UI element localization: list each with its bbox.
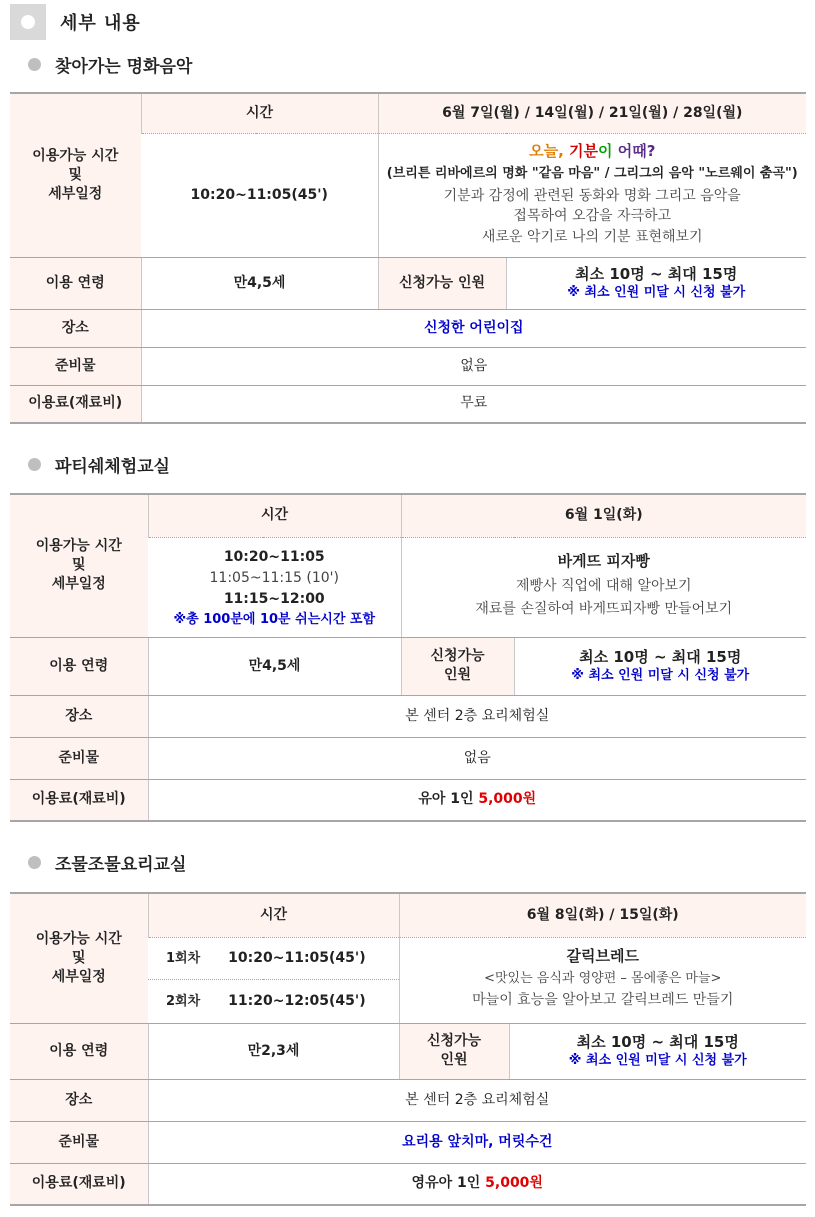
fee-label: 이용료(재료비) [10, 1163, 148, 1205]
prep-label: 준비물 [10, 1121, 148, 1163]
fee-value: 유아 1인 5,000원 [148, 779, 806, 821]
place-label: 장소 [10, 309, 141, 347]
time-header: 시간 [148, 494, 401, 537]
schedule-label: 이용가능 시간 및 세부일정 [10, 893, 148, 1023]
fee-value: 영유아 1인 5,000원 [148, 1163, 806, 1205]
prep-value: 요리용 앞치마, 머릿수건 [148, 1121, 806, 1163]
schedule-label: 이용가능 시간 및 세부일정 [10, 494, 148, 637]
header-bullet-icon [10, 4, 46, 40]
prep-label: 준비물 [10, 347, 141, 385]
prep-label: 준비물 [10, 737, 148, 779]
program-table-2 [10, 493, 806, 822]
bullet-icon [28, 458, 41, 471]
time-header: 시간 [141, 93, 378, 133]
fee-value: 무료 [141, 385, 806, 423]
section-title-2 [28, 452, 170, 477]
page-header [10, 4, 141, 40]
round-1: 1회차 10:20~11:05(45') [148, 937, 399, 979]
place-value: 본 센터 2층 요리체험실 [148, 1079, 806, 1121]
age-label: 이용 연령 [10, 257, 141, 309]
place-value: 신청한 어린이집 [141, 309, 806, 347]
capacity-label: 신청가능 인원 [401, 637, 514, 695]
age-label: 이용 연령 [10, 637, 148, 695]
capacity-value: 최소 10명 ~ 최대 15명 ※ 최소 인원 미달 시 신청 불가 [509, 1023, 806, 1079]
capacity-label: 신청가능 인원 [399, 1023, 509, 1079]
program-table-3 [10, 892, 806, 1206]
age-value: 만2,3세 [148, 1023, 399, 1079]
program-table-1 [10, 92, 806, 424]
date-header: 6월 8일(화) / 15일(화) [399, 893, 806, 937]
round-2: 2회차 11:20~12:05(45') [148, 979, 399, 1023]
fee-label: 이용료(재료비) [10, 779, 148, 821]
program-detail: 갈릭브레드 <맛있는 음식과 영양편 – 몸에좋은 마늘> 마늘이 효능을 알아보고 갈릭브레드 만들기 [399, 937, 806, 1023]
age-value: 만4,5세 [148, 637, 401, 695]
place-value: 본 센터 2층 요리체험실 [148, 695, 806, 737]
place-label: 장소 [10, 695, 148, 737]
section-title-text: 조물조물요리교실 [55, 855, 187, 875]
section-title-text: 찾아가는 명화음악 [55, 57, 193, 77]
bullet-icon [28, 58, 41, 71]
age-label: 이용 연령 [10, 1023, 148, 1079]
section-title-1 [28, 52, 192, 77]
age-value: 만4,5세 [141, 257, 378, 309]
section-title-text: 파티쉐체험교실 [55, 457, 170, 477]
capacity-value: 최소 10명 ~ 최대 15명 ※ 최소 인원 미달 시 신청 불가 [506, 257, 806, 309]
time-value: 10:20~11:05 11:05~11:15 (10') 11:15~12:00 ※총 100분에 10분 쉬는시간 포함 [148, 537, 401, 637]
place-label: 장소 [10, 1079, 148, 1121]
time-header: 시간 [148, 893, 399, 937]
bullet-icon [28, 856, 41, 869]
page-title: 세부 내용 [60, 13, 141, 34]
prep-value: 없음 [141, 347, 806, 385]
program-detail: 오늘, 기분이 어때? (브리튼 리바에르의 명화 "같음 마음" / 그리그의 음악 "노르웨이 춤곡") 기분과 감정에 관련된 동화와 명화 그리고 음악을 접목하여 오감을 자극하고 새로운 악기로 나의 기분 표현해보기 [378, 133, 806, 257]
date-header: 6월 1일(화) [401, 494, 806, 537]
capacity-label: 신청가능 인원 [378, 257, 506, 309]
program-detail: 바게뜨 피자빵 제빵사 직업에 대해 알아보기 재료를 손질하여 바게뜨피자빵 만들어보기 [401, 537, 806, 637]
fee-label: 이용료(재료비) [10, 385, 141, 423]
capacity-value: 최소 10명 ~ 최대 15명 ※ 최소 인원 미달 시 신청 불가 [514, 637, 806, 695]
prep-value: 없음 [148, 737, 806, 779]
section-title-3 [28, 850, 186, 875]
schedule-label: 이용가능 시간 및 세부일정 [10, 93, 141, 257]
date-header: 6월 7일(월) / 14일(월) / 21일(월) / 28일(월) [378, 93, 806, 133]
time-value: 10:20~11:05(45') [141, 133, 378, 257]
